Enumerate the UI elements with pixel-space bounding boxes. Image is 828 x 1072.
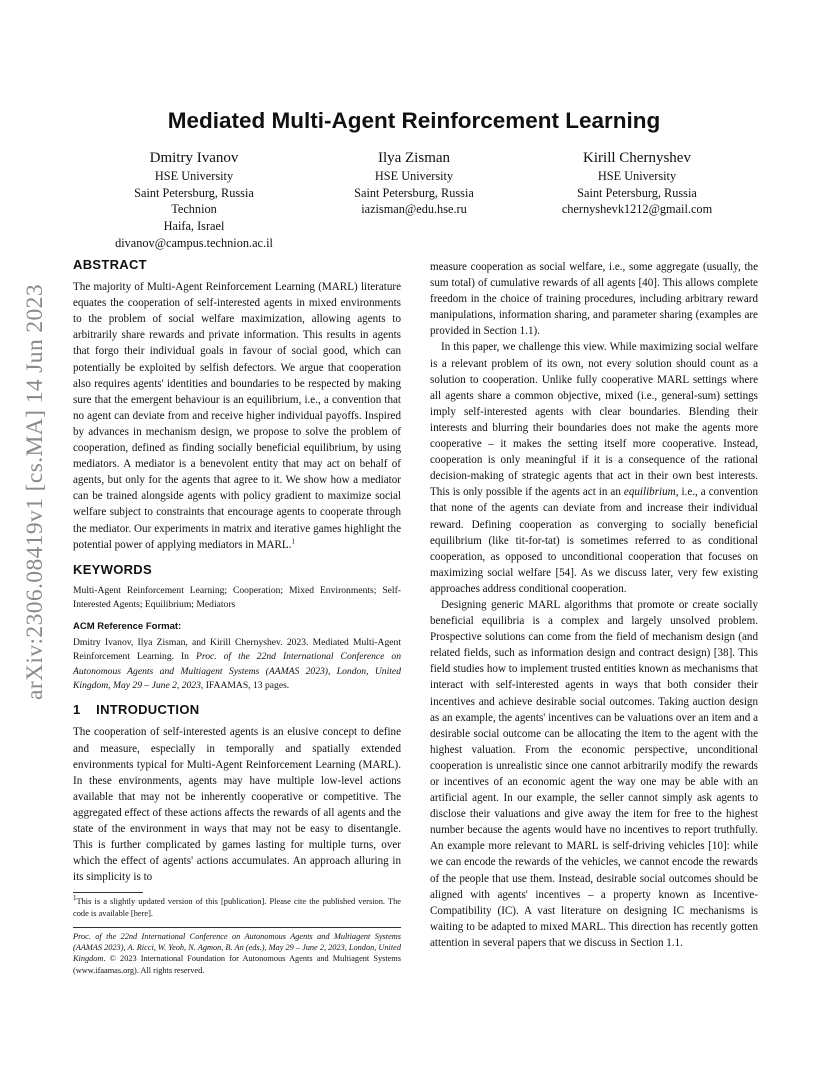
left-column — [73, 257, 401, 976]
right-column — [430, 259, 758, 951]
paragraph-text: In this paper, we challenge this view. While maximizing social welfare is a relevant problem of its own, not every solution should count as a solution to cooperation. Unlike fully cooperative MARL settings where all agents share a common objective, mixed (i.e., general-sum) settings imply self-interested agents with clear boundaries. Blending their interests and blurring their boundaries does not make the agents more cooperative – it makes the setting itself more cooperative. Instead, cooperation is only meaningful if it is a consequence of the rational decision-making of strategic agents that act in their own best interests. This is only possible if the agents act in an — [430, 341, 758, 499]
introduction-text: The cooperation of self-interested agents is an elusive concept to define and measure, especially in temporally and spatially extended environments typical for Multi-Agent Reinforcement Learning (MARL). In these environments, agents may have multiple low-level actions available that may not be inherently cooperative or competitive. The aggregated effect of these actions affects the rewards of all agents and the state of the environment in ways that may not be easy to disentangle. This is further complicated by games lasting for multiple turns, over which the effect of agents' actions accumulates. An approach alluring in its simplicity is to — [73, 726, 401, 884]
author-email[interactable]: divanov@campus.technion.ac.il — [115, 235, 273, 250]
author-email[interactable]: iazisman@edu.hse.ru — [361, 202, 467, 217]
author-block — [69, 148, 319, 252]
author-block — [289, 148, 539, 218]
paragraph: Designing generic MARL algorithms that promote or create socially beneficial equilibria is a complex and largely unsolved problem. Prospective solutions can come from the field of mechanism design (and related fields, such as information design and contract design) [38]. This field studies how to implement trusted entities known as mechanisms that interact with self-interested agents in ways that both consider their incentives and achieve desirable social outcomes. Taking auction design as an example, the agents' incentives can be valuations over an item and a desirable social outcome can be allocating the item to the agent with the highest valuation. From the economic perspective, unconditional cooperation is unrealistic since one cannot arbitrarily modify the rewards or incentives of an economic agent the way one may be able with an artificial agent. In our example, the seller cannot simply ask agents to disclose their valuations and give away the item for free to the highest number because the agents would have no incentives to report truthfully. An example more relevant to MARL is self-driving vehicles [10]: while we can encode the rewards of the vehicles, we cannot encode the rewards of the people that use them. Instead, desirable social outcomes should be aligned with agents' incentives – a property known as Incentive-Compatibility (IC). A vast literature on designing IC mechanisms is waiting to be adapted to mixed MARL. This direction has recently gotten attention in several papers that we discuss in Section 1.1. — [430, 598, 758, 949]
footnote-mark[interactable]: 1 — [291, 536, 295, 545]
paragraph: measure cooperation as social welfare, i.e., some aggregate (usually, the sum total) of cumulative rewards of all agents [40]. This allows complete freedom in the choice of training procedures, including arbitrary reward manipulations, information sharing, and parameter sharing (examples are provided in Section 1.1). — [430, 261, 758, 338]
author-affiliation: Saint Petersburg, Russia — [134, 185, 254, 200]
footnote — [73, 896, 401, 919]
acm-reference-authors: Dmitry Ivanov, Ilya Zisman, and Kirill Chernyshev. 2023. Mediated Multi-Agent Reinforcement Learning. In — [73, 636, 401, 663]
abstract-heading: ABSTRACT — [73, 257, 147, 272]
author-affiliation: Saint Petersburg, Russia — [577, 185, 697, 200]
keywords-text: Multi-Agent Reinforcement Learning; Cooperation; Mixed Environments; Self-Interested Agents; Equilibrium; Mediators — [73, 584, 401, 611]
paper-title: Mediated Multi-Agent Reinforcement Learning — [167, 108, 661, 133]
paragraph-text: , i.e., a convention that none of the agents can deviate from and increase their individual reward. Defining cooperation as converging to socially beneficial equilibrium (like tit-for-tat) is sometimes referred to as conditional cooperation, as opposed to unconditional cooperation that focuses on maximizing social welfare [54]. As we discuss later, very few existing approaches address conditional cooperation. — [430, 486, 758, 595]
author-name: Dmitry Ivanov — [149, 150, 239, 166]
abstract-body: The majority of Multi-Agent Reinforcement Learning (MARL) literature equates the cooperation of self-interested agents in mixed environments to the problem of social welfare maximization, allowing agents to arbitrarily share rewards and private information. This results in agents that forgo their individual goals in favour of social good, which can potentially be exploited by selfish defectors. We argue that cooperation also requires agents' identities and boundaries to be respected by making sure that the emergent behaviour is an equilibrium, i.e., a convention that no agent can deviate from and receive higher individual payoffs. Inspired by advances in mechanism design, we propose to solve the problem of cooperation, defined as finding socially beneficial equilibrium, by using mediators. A mediator is a benevolent entity that may act on behalf of agents, but only for the agents that agree to it. We show how a mediator can be trained alongside agents with policy gradient to maximize social welfare subject to constraints that encourage agents to cooperate through the mediator. Our experiments in matrix and iterative games highlight the potential power of applying mediators in MARL. — [73, 281, 401, 551]
author-affiliation: HSE University — [597, 169, 677, 183]
emphasis-text: equilibrium — [623, 486, 676, 499]
author-block — [512, 148, 762, 218]
author-name: Kirill Chernyshev — [583, 150, 691, 166]
arxiv-identifier: arXiv:2306.08419v1 [cs.MA] 14 Jun 2023 — [22, 284, 48, 700]
acm-reference-tail: , IFAAMAS, 13 pages. — [200, 679, 290, 691]
paragraph — [430, 339, 758, 597]
author-affiliation: HSE University — [154, 169, 234, 183]
author-affiliation: Haifa, Israel — [163, 219, 225, 234]
proceedings-venue: Proc. of the 22nd International Conference on Autonomous Agents and Multiagent Systems (AAMAS 2023), A. Ricci, W. Yeoh, N. Agmon, B. An (eds.), May 29 – June 2, 2023, London, United Kingdom — [73, 931, 401, 964]
acm-reference-heading: ACM Reference Format: — [73, 620, 182, 632]
footnote-divider — [73, 892, 143, 893]
author-affiliation: Technion — [171, 202, 217, 217]
author-name: Ilya Zisman — [377, 150, 451, 166]
introduction-heading: 1 INTRODUCTION — [73, 702, 200, 718]
proceedings-divider — [73, 927, 401, 928]
acm-reference-venue: Proc. of the 22nd International Conference on Autonomous Agents and Multiagent Systems (AAMAS 2023), London, United Kingdom, May 29 – June 2, 2023 — [73, 651, 401, 691]
author-email[interactable]: chernyshevk1212@gmail.com — [561, 202, 713, 217]
author-affiliation: HSE University — [374, 169, 454, 183]
proceedings-note — [73, 931, 401, 977]
author-affiliation: Saint Petersburg, Russia — [354, 185, 474, 200]
footnote-number: 1 — [73, 894, 77, 903]
keywords-heading: KEYWORDS — [73, 561, 152, 577]
acm-reference-text — [73, 636, 401, 694]
footnote-text: This is a slightly updated version of this [publication]. Please cite the published version. The code is available [here]. — [73, 897, 401, 918]
abstract-text — [73, 279, 401, 553]
proceedings-copyright: . © 2023 International Foundation for Autonomous Agents and Multiagent Systems (www.ifaamas.org). All rights reserved. — [73, 954, 401, 975]
